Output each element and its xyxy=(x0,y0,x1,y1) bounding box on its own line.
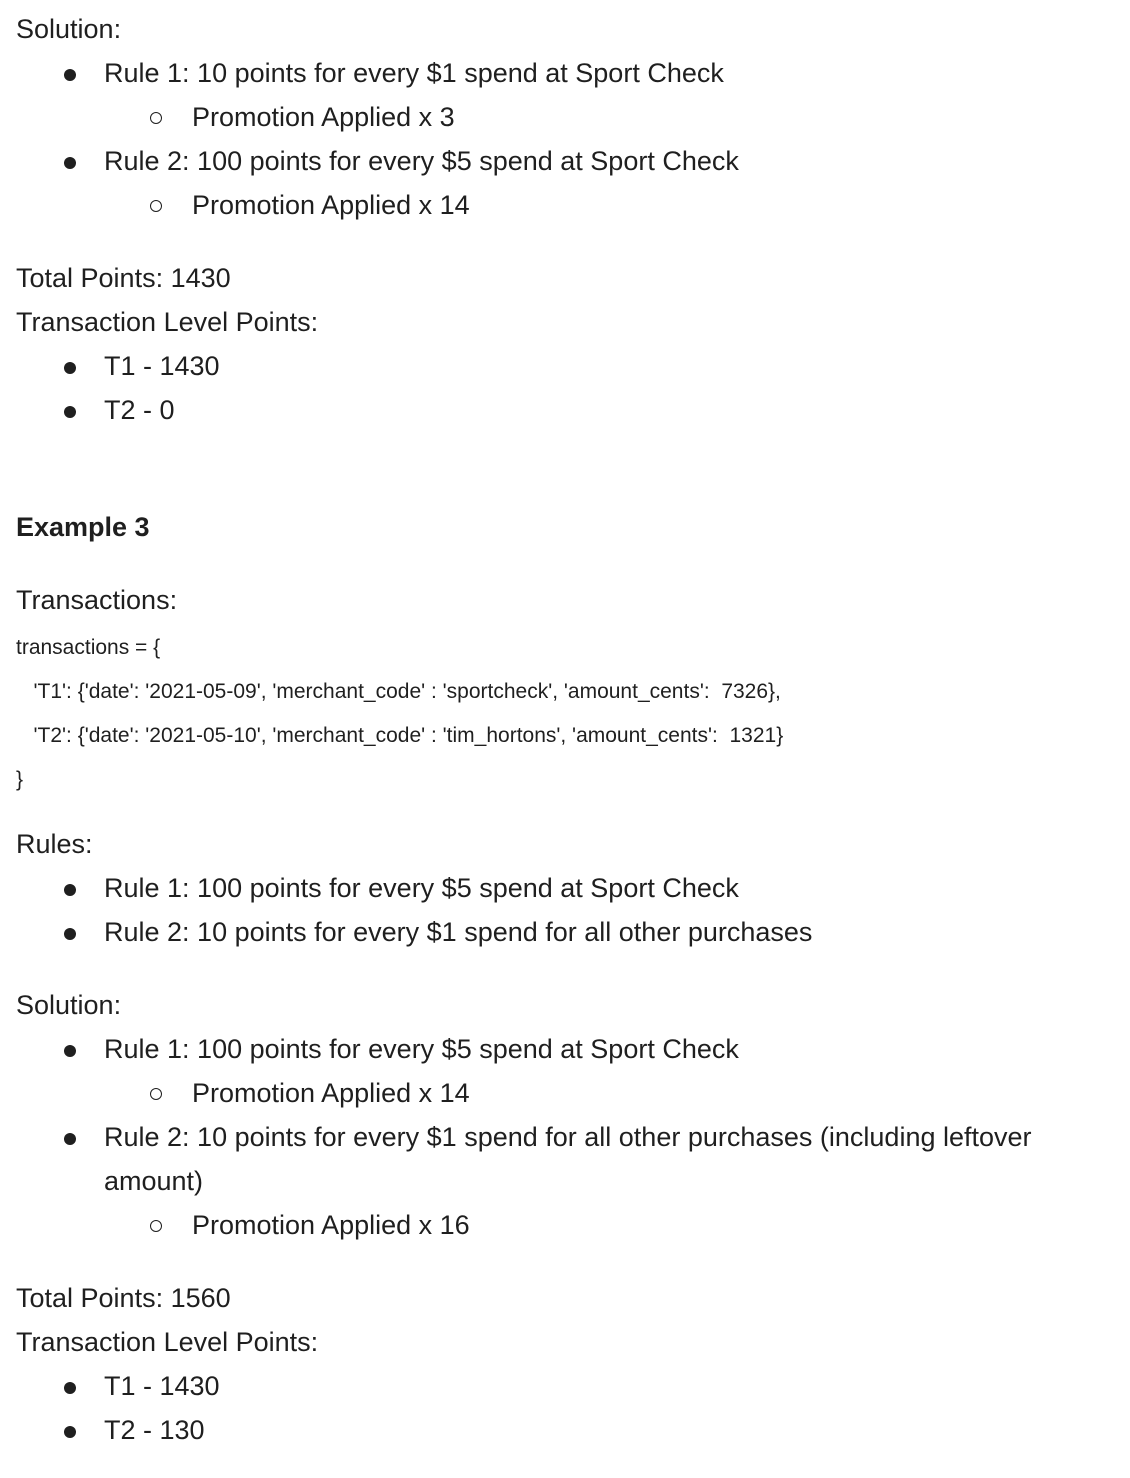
transaction-level-label: Transaction Level Points: xyxy=(16,307,319,337)
bullet-icon xyxy=(60,344,80,388)
transaction-points: T1 - 1430 xyxy=(104,1371,220,1401)
solution-label: Solution: xyxy=(16,990,122,1020)
bullet-icon xyxy=(60,1408,80,1452)
total-points: Total Points: 1560 xyxy=(16,1283,231,1313)
bullet-icon xyxy=(60,139,80,183)
transaction-level-label: Transaction Level Points: xyxy=(16,1327,319,1357)
rule-text: Rule 2: 10 points for every $1 spend for all other purchases (including leftover amount) xyxy=(104,1122,1032,1196)
bullet-icon xyxy=(60,1115,80,1159)
list-item xyxy=(0,866,1104,910)
bullet-icon xyxy=(60,910,80,954)
code-line: transactions = { xyxy=(16,636,161,659)
promotion-applied: Promotion Applied x 14 xyxy=(192,190,470,220)
circle-bullet-icon xyxy=(146,183,166,227)
circle-bullet-icon xyxy=(146,1203,166,1247)
list-item xyxy=(0,1027,1104,1071)
circle-bullet-icon xyxy=(146,95,166,139)
promotion-applied: Promotion Applied x 14 xyxy=(192,1078,470,1108)
list-item xyxy=(0,51,1104,95)
transaction-points: T2 - 130 xyxy=(104,1415,205,1445)
bullet-icon xyxy=(60,388,80,432)
circle-bullet-icon xyxy=(146,1071,166,1115)
list-item xyxy=(0,388,1104,432)
list-item xyxy=(0,910,1104,954)
rule-text: Rule 1: 100 points for every $5 spend at Sport Check xyxy=(104,1034,739,1064)
sub-list-item xyxy=(0,95,1130,139)
list-item xyxy=(0,1408,1104,1452)
promotion-applied: Promotion Applied x 16 xyxy=(192,1210,470,1240)
bullet-icon xyxy=(60,1364,80,1408)
rule-text: Rule 2: 100 points for every $5 spend at Sport Check xyxy=(104,146,739,176)
rule-text: Rule 1: 100 points for every $5 spend at Sport Check xyxy=(104,873,739,903)
sub-list-item xyxy=(0,1203,1130,1247)
transaction-points: T1 - 1430 xyxy=(104,351,220,381)
rules-label: Rules: xyxy=(16,829,93,859)
code-line: } xyxy=(16,768,24,791)
transactions-label: Transactions: xyxy=(16,585,178,615)
list-item xyxy=(0,344,1104,388)
code-line: 'T1': {'date': '2021-05-09', 'merchant_code' : 'sportcheck', 'amount_cents': 7326}, xyxy=(16,680,781,703)
sub-list-item xyxy=(0,183,1130,227)
rule-text: Rule 1: 10 points for every $1 spend at Sport Check xyxy=(104,58,724,88)
promotion-applied: Promotion Applied x 3 xyxy=(192,102,455,132)
list-item xyxy=(0,1115,1104,1203)
bullet-icon xyxy=(60,51,80,95)
code-line: 'T2': {'date': '2021-05-10', 'merchant_code' : 'tim_hortons', 'amount_cents': 1321} xyxy=(16,724,784,747)
list-item xyxy=(0,139,1104,183)
bullet-icon xyxy=(60,1027,80,1071)
rule-text: Rule 2: 10 points for every $1 spend for all other purchases xyxy=(104,917,813,947)
bullet-icon xyxy=(60,866,80,910)
example-heading: Example 3 xyxy=(16,512,150,542)
solution-label: Solution: xyxy=(16,14,122,44)
total-points: Total Points: 1430 xyxy=(16,263,231,293)
transaction-points: T2 - 0 xyxy=(104,395,175,425)
list-item xyxy=(0,1364,1104,1408)
sub-list-item xyxy=(0,1071,1130,1115)
